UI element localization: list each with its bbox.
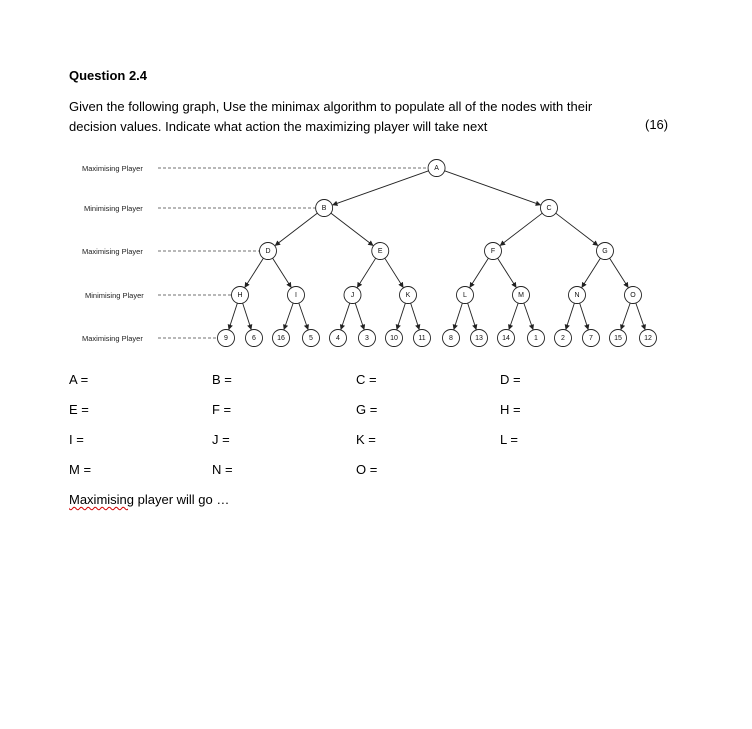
leaf-node [330, 330, 347, 347]
answer-h: H = [500, 402, 521, 417]
answer-f: F = [212, 402, 232, 417]
svg-text:12: 12 [644, 335, 652, 342]
tree-node-E [372, 243, 389, 260]
svg-text:H: H [237, 292, 243, 299]
edge-O-12 [636, 303, 645, 329]
edge-I-5 [299, 303, 308, 329]
edge-E-K [385, 258, 403, 287]
edge-M-14 [509, 303, 518, 329]
edge-F-M [498, 258, 517, 287]
svg-text:L: L [463, 292, 467, 299]
final-answer-line [69, 492, 229, 507]
tree-node-J [344, 287, 361, 304]
svg-text:J: J [350, 292, 355, 299]
level-label-4: Minimising Player [85, 291, 144, 300]
edge-H-9 [229, 303, 238, 329]
edge-G-O [610, 258, 629, 287]
svg-text:8: 8 [449, 335, 453, 342]
svg-text:10: 10 [390, 335, 398, 342]
tree-node-L [457, 287, 474, 304]
svg-text:16: 16 [277, 335, 285, 342]
edge-G-N [582, 258, 601, 287]
edge-C-F [500, 213, 542, 245]
answer-n: N = [212, 462, 233, 477]
answer-a: A = [69, 372, 89, 387]
svg-text:2: 2 [561, 335, 565, 342]
edge-D-H [245, 258, 264, 287]
answer-g: G = [356, 402, 378, 417]
svg-text:4: 4 [336, 335, 340, 342]
prompt-line-1: Given the following graph, Use the minimax algorithm to populate all of the nodes with their [69, 99, 593, 114]
answer-k: K = [356, 432, 376, 447]
tree-node-F [485, 243, 502, 260]
edge-I-16 [284, 303, 293, 329]
svg-text:B: B [321, 205, 327, 212]
tree-node-O [625, 287, 642, 304]
tree-node-C [541, 200, 558, 217]
answer-e: E = [69, 402, 89, 417]
leaf-node [414, 330, 431, 347]
answer-l: L = [500, 432, 518, 447]
answer-m: M = [69, 462, 92, 477]
leaf-node [640, 330, 657, 347]
leaf-node [273, 330, 290, 347]
svg-text:6: 6 [252, 335, 256, 342]
edge-K-11 [411, 303, 420, 329]
leaf-node [303, 330, 320, 347]
answer-i: I = [69, 432, 84, 447]
svg-text:14: 14 [502, 335, 510, 342]
minimax-tree-diagram [0, 150, 752, 350]
edge-L-13 [468, 303, 477, 329]
tree-node-I [288, 287, 305, 304]
svg-text:O: O [630, 292, 636, 299]
svg-text:7: 7 [589, 335, 593, 342]
edge-N-2 [566, 303, 575, 329]
maximising-word: Maximising [69, 492, 135, 507]
leaf-node [443, 330, 460, 347]
edge-L-8 [454, 303, 463, 329]
svg-text:E: E [377, 248, 383, 255]
leaf-node [555, 330, 572, 347]
leaf-node [498, 330, 515, 347]
svg-text:9: 9 [224, 335, 228, 342]
question-title: Question 2.4 [69, 68, 148, 83]
final-answer-rest: player will go … [134, 492, 230, 507]
answer-c: C = [356, 372, 377, 387]
svg-text:G: G [602, 248, 608, 255]
edge-M-1 [524, 303, 533, 329]
question-marks: (16) [645, 117, 669, 132]
leaf-node [218, 330, 235, 347]
answer-o: O = [356, 462, 378, 477]
edge-C-G [556, 213, 598, 245]
question-prompt [69, 97, 639, 137]
edge-B-E [331, 213, 373, 245]
leaf-node [246, 330, 263, 347]
svg-text:A: A [434, 165, 439, 172]
tree-node-A [428, 160, 445, 177]
tree-node-H [232, 287, 249, 304]
level-label-1: Maximising Player [82, 164, 143, 173]
edge-E-J [357, 258, 375, 287]
leaf-node [386, 330, 403, 347]
level-label-2: Minimising Player [84, 204, 143, 213]
edge-H-6 [243, 303, 252, 329]
svg-text:C: C [546, 205, 552, 212]
svg-text:N: N [574, 292, 580, 299]
edge-J-3 [355, 303, 364, 329]
svg-text:D: D [265, 248, 271, 255]
edge-A-C [445, 171, 541, 205]
svg-text:5: 5 [309, 335, 313, 342]
tree-node-N [569, 287, 586, 304]
leaf-node [359, 330, 376, 347]
edge-N-7 [580, 303, 589, 329]
edge-K-10 [397, 303, 406, 329]
svg-text:F: F [490, 248, 496, 255]
svg-text:M: M [518, 292, 524, 299]
level-label-5: Maximising Player [82, 334, 143, 343]
svg-text:I: I [295, 292, 297, 299]
level-label-3: Maximising Player [82, 247, 143, 256]
answer-d: D = [500, 372, 521, 387]
tree-node-M [513, 287, 530, 304]
leaf-node [471, 330, 488, 347]
edge-B-D [275, 213, 317, 245]
edge-A-B [333, 171, 429, 205]
edge-J-4 [341, 303, 350, 329]
answer-b: B = [212, 372, 232, 387]
leaf-node [583, 330, 600, 347]
answer-j: J = [212, 432, 230, 447]
svg-text:13: 13 [475, 335, 483, 342]
tree-node-D [260, 243, 277, 260]
edge-F-L [470, 258, 489, 287]
tree-node-G [597, 243, 614, 260]
edge-O-15 [621, 303, 630, 329]
svg-text:11: 11 [418, 335, 426, 342]
svg-text:1: 1 [534, 335, 538, 342]
svg-text:15: 15 [614, 335, 622, 342]
tree-node-B [316, 200, 333, 217]
svg-text:K: K [405, 292, 411, 299]
leaf-node [528, 330, 545, 347]
edge-D-I [273, 258, 292, 287]
tree-node-K [400, 287, 417, 304]
prompt-line-2: decision values. Indicate what action the maximizing player will take next [69, 119, 488, 134]
svg-text:3: 3 [365, 335, 369, 342]
leaf-node [610, 330, 627, 347]
